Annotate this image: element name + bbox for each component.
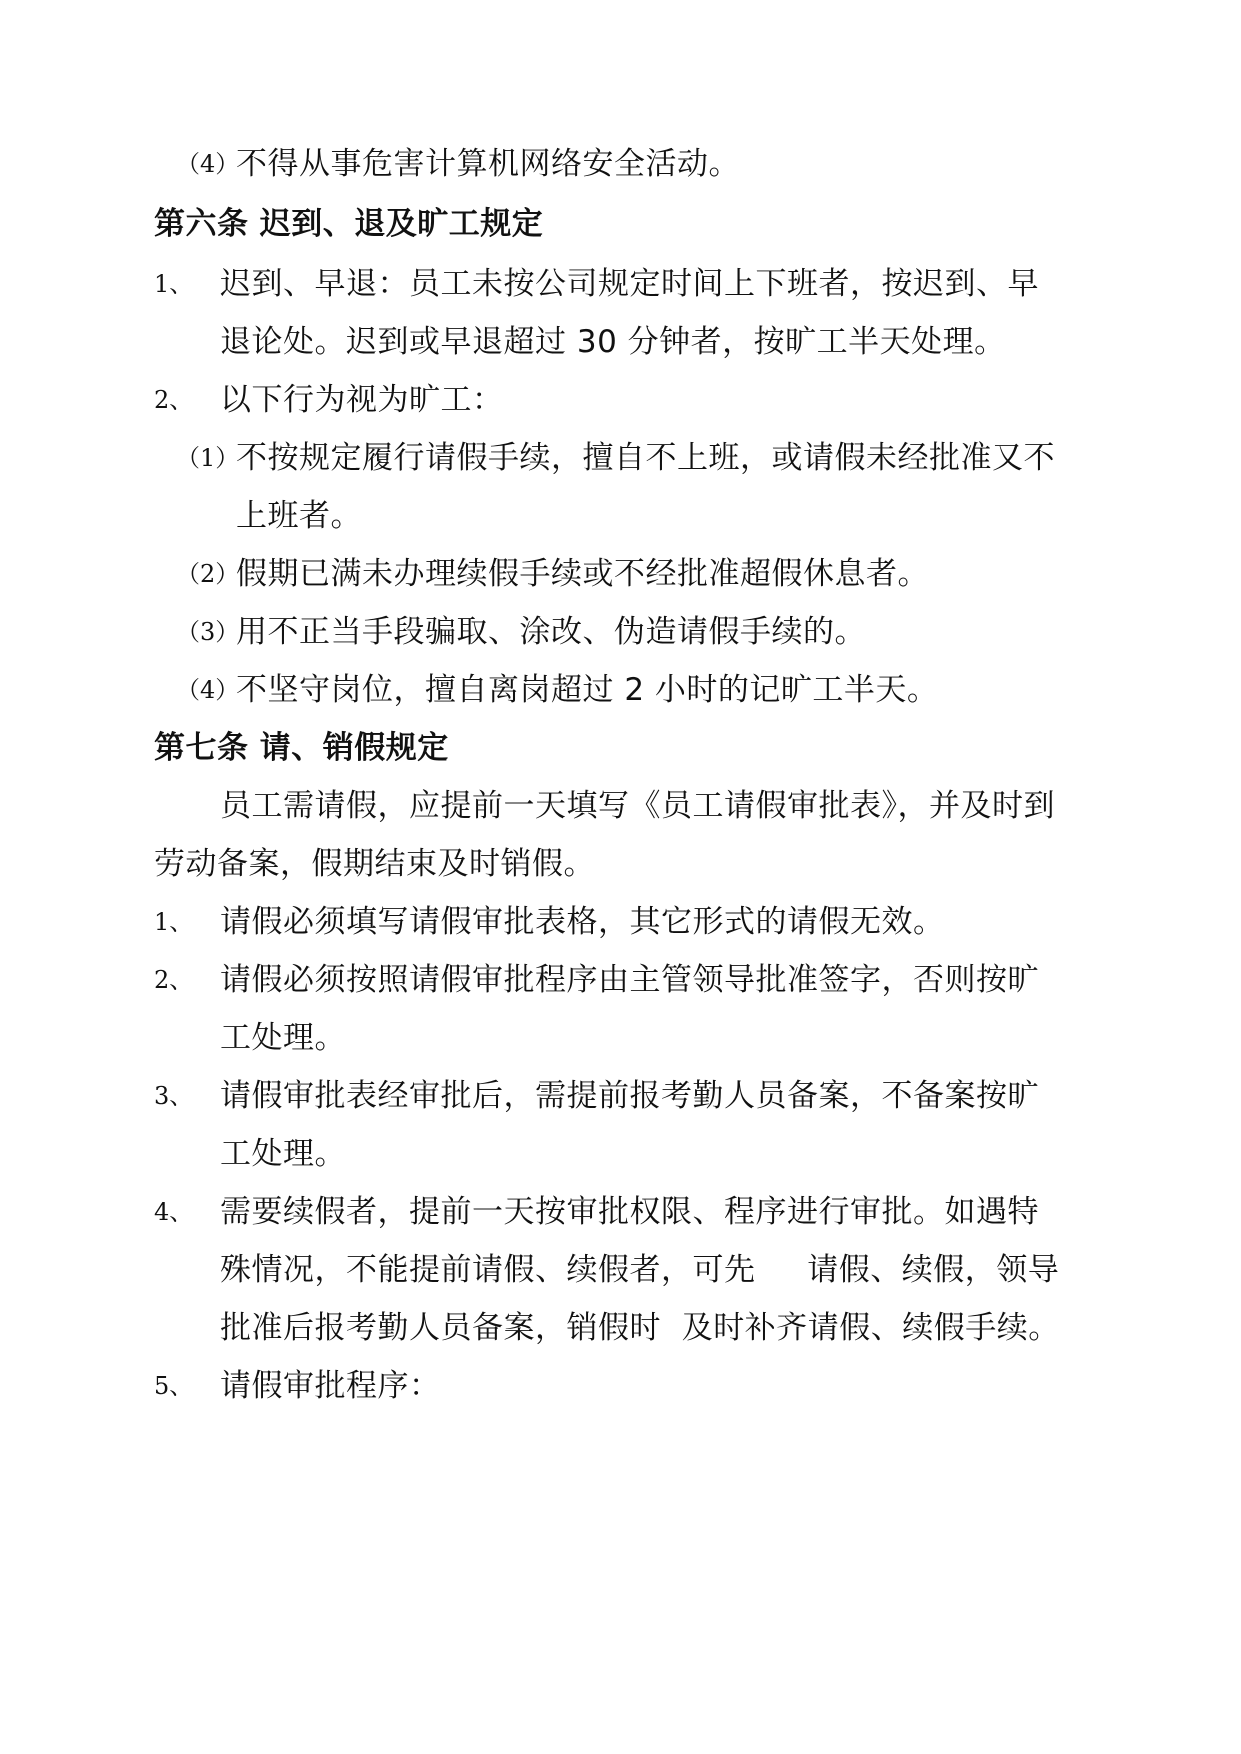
list-item-text: 假期已满未办理续假手续或不经批准超假休息者。 xyxy=(236,556,929,592)
list-marker: 2、 xyxy=(154,966,194,994)
list-item-text: 不按规定履行请假手续，擅自不上班，或请假未经批准又不 xyxy=(236,440,1055,476)
list-marker: 5、 xyxy=(154,1372,194,1400)
list-marker: （2） xyxy=(176,560,240,588)
list-item-continuation: 殊情况，不能提前请假、续假者，可先 请假、续假，领导 xyxy=(220,1252,1060,1288)
list-item-text: 请假必须按照请假审批程序由主管领导批准签字，否则按旷 xyxy=(220,962,1039,998)
list-marker: （1） xyxy=(176,444,240,472)
list-marker: （4） xyxy=(176,676,240,704)
list-marker: 3、 xyxy=(154,1082,194,1110)
list-item-text: 以下行为视为旷工： xyxy=(220,382,504,418)
list-item-text: 不坚守岗位，擅自离岗超过 2 小时的记旷工半天。 xyxy=(236,672,939,708)
paragraph-continuation: 劳动备案，假期结束及时销假。 xyxy=(154,846,595,882)
list-item-text: 请假审批程序： xyxy=(220,1368,441,1404)
list-item-text: 不得从事危害计算机网络安全活动。 xyxy=(236,146,740,182)
list-item-text: 请假审批表经审批后，需提前报考勤人员备案，不备案按旷 xyxy=(220,1078,1039,1114)
list-item-continuation: 工处理。 xyxy=(220,1020,346,1056)
list-marker: 4、 xyxy=(154,1198,194,1226)
list-item-continuation: 上班者。 xyxy=(236,498,362,534)
list-item-text: 请假必须填写请假审批表格，其它形式的请假无效。 xyxy=(220,904,945,940)
list-marker: 1、 xyxy=(154,908,194,936)
list-item-continuation: 工处理。 xyxy=(220,1136,346,1172)
list-marker: （3） xyxy=(176,618,240,646)
paragraph-text: 员工需请假，应提前一天填写《员工请假审批表》，并及时到 xyxy=(220,788,1055,824)
list-item-continuation: 批准后报考勤人员备案，销假时 及时补齐请假、续假手续。 xyxy=(220,1310,1060,1346)
list-item-continuation: 退论处。迟到或早退超过 30 分钟者，按旷工半天处理。 xyxy=(220,324,1006,360)
list-marker: 2、 xyxy=(154,386,194,414)
list-marker: 1、 xyxy=(154,270,194,298)
list-item-text: 用不正当手段骗取、涂改、伪造请假手续的。 xyxy=(236,614,866,650)
list-item-text: 需要续假者，提前一天按审批权限、程序进行审批。如遇特 xyxy=(220,1194,1039,1230)
section-heading: 第六条 迟到、退及旷工规定 xyxy=(154,206,544,242)
list-marker: （4） xyxy=(176,150,240,178)
list-item-text: 迟到、早退：员工未按公司规定时间上下班者，按迟到、早 xyxy=(220,266,1039,302)
section-heading: 第七条 请、销假规定 xyxy=(154,730,449,766)
